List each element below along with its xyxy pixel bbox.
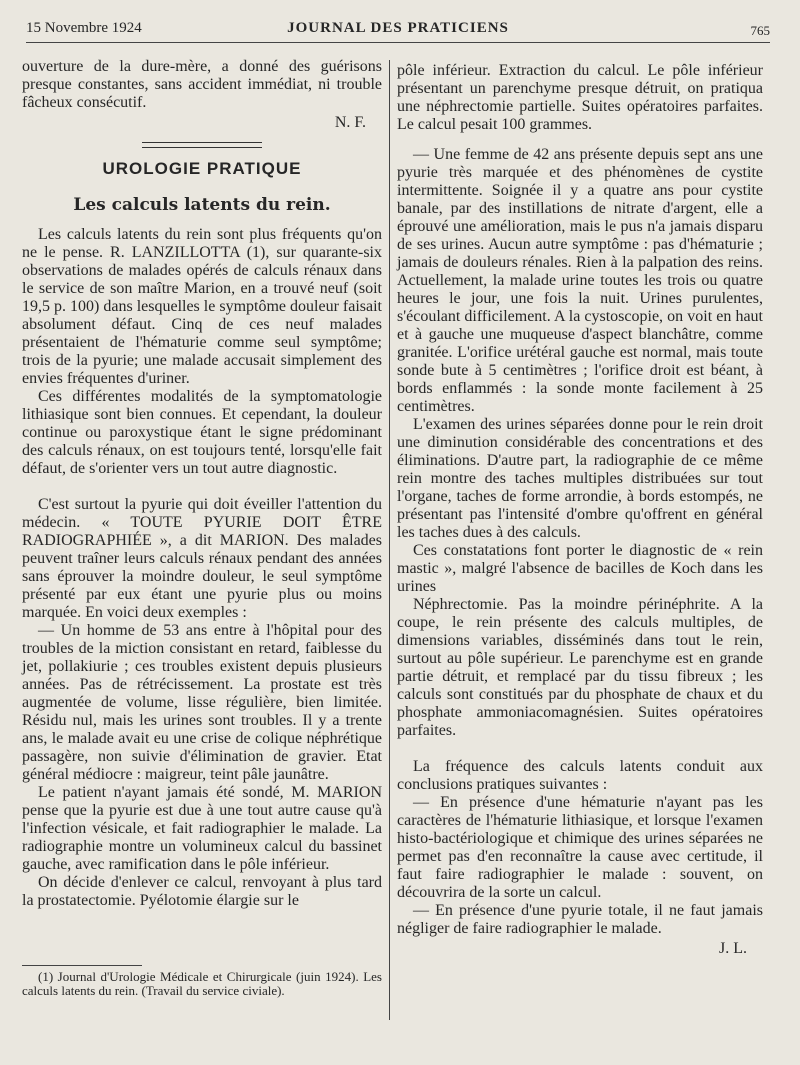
paragraph: pôle inférieur. Extraction du calcul. Le pôle inférieur présentant un parenchyme presque détruit, on pratiqua une néphrectomie partielle. Suites opératoires parfaites. Le calcul pesait 100 grammes.	[397, 62, 763, 133]
paragraph: Néphrectomie. Pas la moindre périnéphrite. A la coupe, le rein présente des calculs multiples, de dimensions variables, disséminés dans tout le rein, surtout au pôle supérieur. Le parenchyme est en grande partie détruit, et remplacé par du tissu fibreux ; les calculs sont constitués par du phosphate de chaux et du phosphate ammoniacomagnésien. Suites opératoires parfaites.	[397, 596, 763, 739]
paragraph: — En présence d'une hématurie n'ayant pas les caractères de l'hématurie lithiasique, et lorsque l'examen histo-bactériologique et chimique des urines séparées ne permet pas d'en reconnaître la cause avec certitude, il faut faire radiographier le malade : souvent, on découvrira de la sorte un calcul.	[397, 794, 763, 901]
intro-signature: N. F.	[334, 114, 366, 131]
right-column	[397, 62, 763, 958]
paragraph: La fréquence des calculs latents conduit aux conclusions pratiques suivantes :	[397, 758, 763, 793]
running-head	[26, 18, 770, 43]
footnote-text: (1) Journal d'Urologie Médicale et Chirurgicale (juin 1924). Les calculs latents du rein. (Travail du service civiale).	[22, 969, 382, 998]
left-column	[22, 58, 382, 910]
paragraph: — En présence d'une pyurie totale, il ne faut jamais négliger de faire radiographier le malade.	[397, 902, 763, 937]
page-number: 765	[750, 23, 770, 38]
article-title: Les calculs latents du rein.	[73, 195, 331, 215]
column-divider	[389, 60, 390, 1020]
spacer	[22, 478, 382, 496]
paragraph: Le patient n'ayant jamais été sondé, M. MARION pense que la pyurie est due à une tout autre cause qu'à l'infection vésicale, et fait radiographier le malade. La radiographie montre un volumineux calcul du bassinet gauche, avec ramification dans le pôle inférieur.	[22, 784, 382, 873]
spacer	[397, 740, 763, 758]
paragraph: On décide d'enlever ce calcul, renvoyant à plus tard la prostatectomie. Pyélotomie élargie sur le	[22, 874, 382, 909]
paragraph: — Un homme de 53 ans entre à l'hôpital pour des troubles de la miction consistant en retard, faiblesse du jet, pollakiurie ; ces troubles existent depuis plusieurs années. Pas de rétrécissement. La prostate est très augmentée de volume, lisse régulière, bien limitée. Résidu nul, mais les urines sont troubles. Il y a trente ans, le malade avait eu une crise de colique néphrétique passagère, non suivie d'élimination de gravier. Etat général médiocre : maigreur, teint pâle jaunâtre.	[22, 622, 382, 783]
paragraph: — Une femme de 42 ans présente depuis sept ans une pyurie très marquée et des phénomènes de cystite intermittente. Soignée il y a quatre ans pour cystite banale, par des instillations de nitrate d'argent, elle a éprouvé une amélioration, mais le pus n'a jamais disparu de ses urines. Aucun autre symptôme : pas d'hématurie ; jamais de douleurs rénales. Rien à la palpation des reins. Actuellement, la malade urine toutes les trois ou quatre heures le jour, une fois la nuit. Urines purulentes, s'écoulant difficilement. A la cystoscopie, on voit en haut et à gauche une muqueuse d'aspect blanchâtre, comme granitée. L'orifice urétéral gauche est normal, mais toute sonde bute à 5 centimètres ; l'orifice droit est béant, à bords enflammés : la sonde monte facilement à 25 centimètres.	[397, 146, 763, 415]
paragraph: Ces différentes modalités de la symptomatologie lithiasique sont bien connues. Et cependant, la douleur continue ou paroxystique étant le signe prédominant des calculs rénaux, on est toujours tenté, lorsqu'elle fait défaut, de s'orienter vers un tout autre diagnostic.	[22, 388, 382, 477]
section-title: UROLOGIE PRATIQUE	[102, 159, 302, 178]
paragraph: L'examen des urines séparées donne pour le rein droit une diminution considérable des concentrations et des éliminations. D'autre part, la radiographie de ce même rein montre des taches multiples distribuées sur tout l'organe, taches de forme arrondie, à bords estompés, ne présentant pas l'intensité d'ombre qu'offrent en général les taches dues à des calculs.	[397, 416, 763, 541]
paragraph: C'est surtout la pyurie qui doit éveiller l'attention du médecin. « TOUTE PYURIE DOIT ÊTRE RADIOGRAPHIÉE », a dit MARION. Des malades peuvent traîner leurs calculs rénaux pendant des années sans éprouver la moindre douleur, le seul symptôme présenté par eux étant une pyurie plus ou moins marquée. En voici deux exemples :	[22, 496, 382, 621]
footnote	[22, 970, 382, 998]
intro-paragraph: ouverture de la dure-mère, a donné des guérisons presque constantes, sans accident immédiat, ni trouble fâcheux consécutif.	[22, 58, 382, 111]
journal-title: JOURNAL DES PRATICIENS	[287, 20, 509, 36]
footnote-divider	[22, 965, 142, 966]
paragraph: Les calculs latents du rein sont plus fréquents qu'on ne le pense. R. LANZILLOTTA (1), sur quarante-six observations de malades opérés de calculs rénaux dans le service de son maître Marion, en a trouvé neuf (soit 19,5 p. 100) dans lesquelles le symptôme douleur faisait absolument défaut. Cinq de ces neuf malades présentaient de l'hématurie comme seul symptôme; trois de la pyurie; une malade accusait simplement des envies fréquentes d'uriner.	[22, 226, 382, 387]
spacer	[397, 134, 763, 146]
paragraph: Ces constatations font porter le diagnostic de « rein mastic », malgré l'absence de bacilles de Koch dans les urines	[397, 542, 763, 595]
section-divider	[142, 142, 262, 148]
article-signature: J. L.	[719, 940, 747, 957]
issue-date: 15 Novembre 1924	[26, 20, 142, 36]
